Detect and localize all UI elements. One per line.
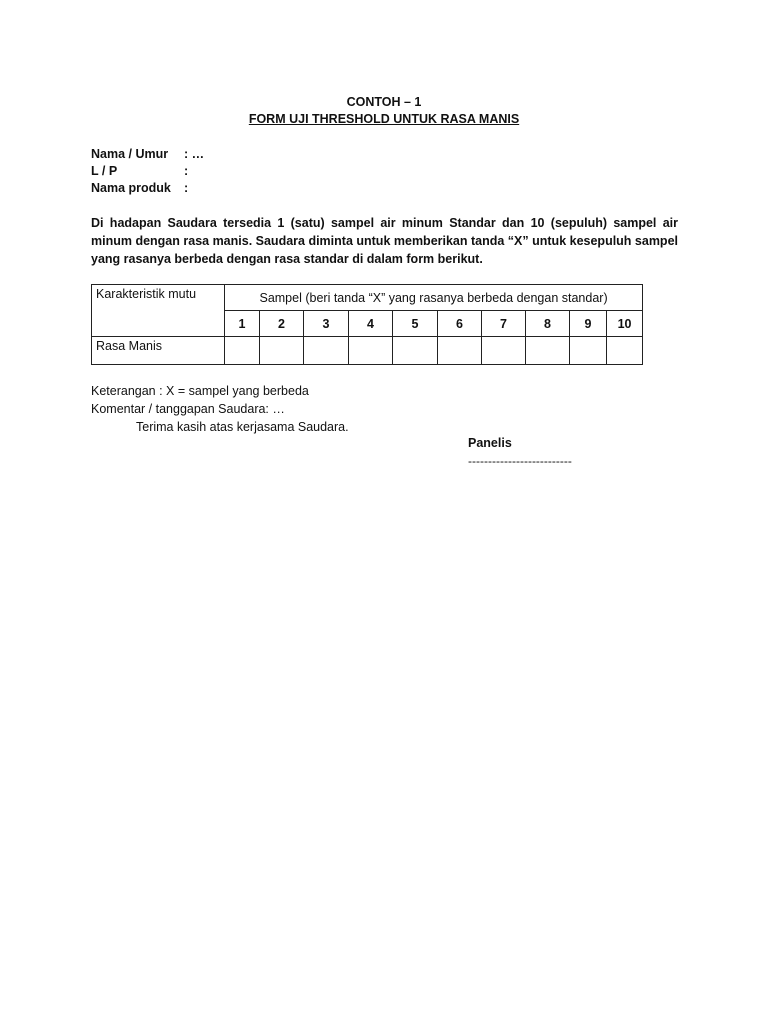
- table-row: [92, 337, 643, 365]
- identity-fields: [91, 146, 204, 197]
- sample-number: 7: [482, 311, 526, 337]
- mark-cell-8[interactable]: [526, 337, 570, 365]
- field-label: Nama produk: [91, 181, 171, 195]
- comment-prompt: Komentar / tanggapan Saudara: …: [91, 402, 285, 416]
- characteristic-header: Karakteristik mutu: [92, 285, 225, 337]
- notes-section: [91, 382, 349, 436]
- sample-table: [91, 284, 643, 365]
- field-row-product-name: [91, 180, 204, 197]
- mark-cell-4[interactable]: [349, 337, 393, 365]
- field-row-name-age: [91, 146, 204, 163]
- intro-paragraph: Di hadapan Saudara tersedia 1 (satu) sampel air minum Standar dan 10 (sepuluh) sampel air minum dengan rasa manis. Saudara diminta untuk memberikan tanda “X” untuk kesepuluh sampel yang rasanya berbeda dengan rasa standar di dalam form berikut.: [91, 216, 678, 266]
- mark-cell-9[interactable]: [570, 337, 607, 365]
- sample-number: 4: [349, 311, 393, 337]
- mark-cell-2[interactable]: [260, 337, 304, 365]
- sample-number: 8: [526, 311, 570, 337]
- mark-cell-6[interactable]: [438, 337, 482, 365]
- mark-cell-1[interactable]: [225, 337, 260, 365]
- sample-number: 6: [438, 311, 482, 337]
- table-header-row: [92, 285, 643, 311]
- mark-cell-5[interactable]: [393, 337, 438, 365]
- document-subtitle: FORM UJI THRESHOLD UNTUK RASA MANIS: [248, 112, 520, 126]
- sample-number: 1: [225, 311, 260, 337]
- signature-block: [468, 434, 572, 470]
- sample-number: 9: [570, 311, 607, 337]
- signature-line: --------------------------: [468, 454, 572, 468]
- sample-number: 3: [304, 311, 349, 337]
- mark-cell-7[interactable]: [482, 337, 526, 365]
- mark-cell-10[interactable]: [607, 337, 643, 365]
- legend-note: Keterangan : X = sampel yang berbeda: [91, 384, 309, 398]
- field-label: Nama / Umur: [91, 147, 169, 161]
- field-value: :: [184, 164, 189, 178]
- thanks-note: Terima kasih atas kerjasama Saudara.: [136, 420, 349, 434]
- mark-cell-3[interactable]: [304, 337, 349, 365]
- sample-number: 5: [393, 311, 438, 337]
- field-value: :: [184, 181, 189, 195]
- sample-number: 2: [260, 311, 304, 337]
- document-title: CONTOH – 1: [346, 95, 422, 109]
- panelist-label: Panelis: [468, 436, 512, 450]
- sample-header: Sampel (beri tanda “X” yang rasanya berbeda dengan standar): [225, 285, 643, 311]
- sample-number: 10: [607, 311, 643, 337]
- field-label: L / P: [91, 164, 118, 178]
- field-row-gender: [91, 163, 204, 180]
- row-label-sweet-taste: Rasa Manis: [92, 337, 225, 365]
- field-value: : …: [184, 147, 205, 161]
